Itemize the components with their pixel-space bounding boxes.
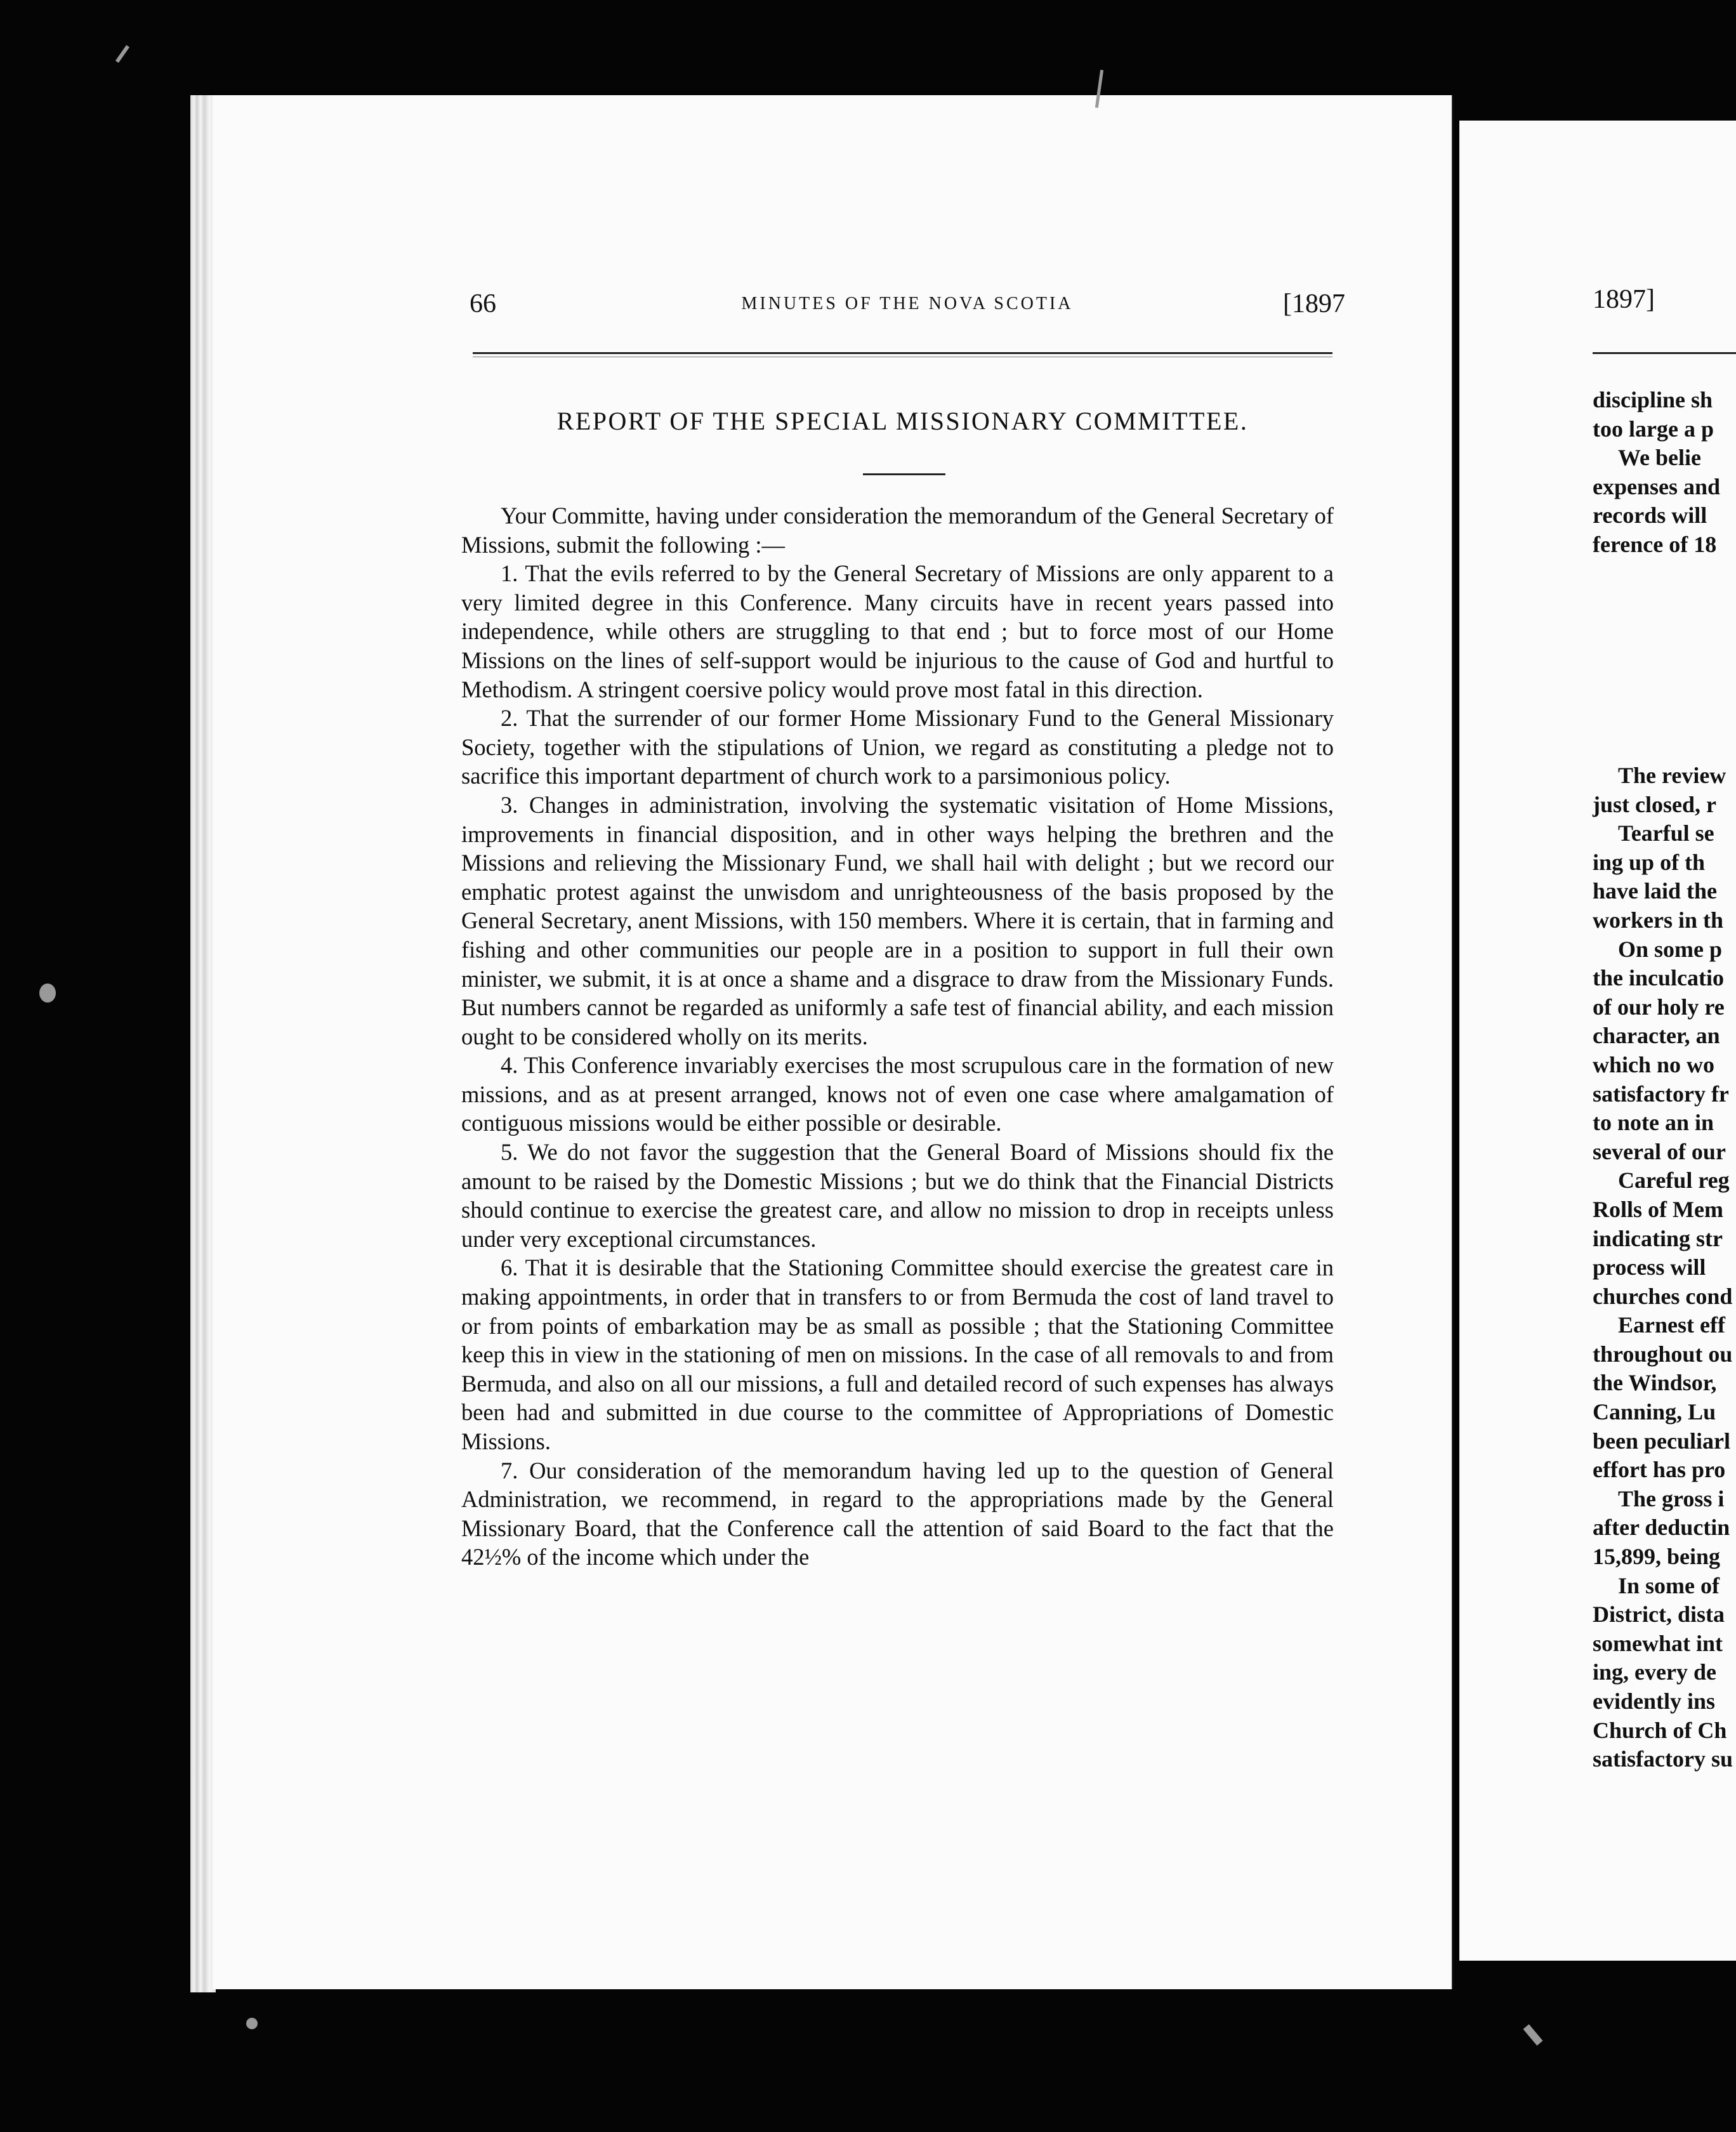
right-line: character, an xyxy=(1593,1023,1720,1049)
right-line: somewhat int xyxy=(1593,1630,1723,1656)
right-line: effort has pro xyxy=(1593,1457,1726,1483)
scan-speck xyxy=(39,984,56,1003)
right-line: In some of xyxy=(1618,1572,1720,1598)
right-line: which no wo xyxy=(1593,1051,1715,1077)
header-year: [1897 xyxy=(1283,289,1345,319)
right-line: Rolls of Mem xyxy=(1593,1196,1723,1222)
right-line: evidently ins xyxy=(1593,1688,1716,1714)
right-line: throughout ou xyxy=(1593,1341,1733,1367)
right-line: On some p xyxy=(1618,936,1723,962)
right-line: too large a p xyxy=(1593,416,1714,442)
paragraph-3: 3. Changes in administration, involving the systematic visitation of Home Missions, improvements in financial disposition, and in other ways helping the brethren and the Missions and relieving the Missionary Fund, we shall hail with delight ; but we record our emphatic protest against the unwisdom and unrighteousness of the basis proposed by the General Secretary, anent Missions, with 150 members. Where it is certain, that in farming and fishing and other communities our people are in a position to support in full their own minister, we submit, it is at once a shame and a disgrace to draw from the Missionary Funds. But numbers cannot be regarded as uniformly a safe test of financial ability, and each mission ought to be considered wholly on its merits. xyxy=(461,791,1334,1050)
paragraph-6: 6. That it is desirable that the Stationing Committee should exercise the greatest care in making appointments, in order that in transfers to or from Bermuda the cost of land travel to or from points of embarkation may be as small as possible ; that the Stationing Committee keep this in view in the stationing of men on missions. In the case of all removals to and from Bermuda, and also on all our missions, a full and detailed record of such expenses has always been had and submitted in due course to the committee of Appropriations of Domestic Missions. xyxy=(461,1254,1334,1454)
scan-speck xyxy=(246,2018,258,2029)
right-line: have laid the xyxy=(1593,878,1718,904)
right-line: churches cond xyxy=(1593,1283,1733,1309)
right-line: Careful reg xyxy=(1618,1168,1730,1194)
right-line: We belie xyxy=(1618,445,1701,471)
right-line: discipline sh xyxy=(1593,387,1713,412)
running-head: MINUTES OF THE NOVA SCOTIA xyxy=(741,294,1074,313)
scan-speck xyxy=(1523,2024,1542,2046)
paragraph-7: 7. Our consideration of the memorandum having led up to the question of General Administration, we recommend, in regard to the appropriations made by the General Missionary Board, that the Conference call the attention of said Board to the fact that the 42½% of the income which under the xyxy=(461,1457,1334,1570)
right-line: after deductin xyxy=(1593,1515,1730,1541)
right-line: District, dista xyxy=(1593,1602,1725,1628)
right-line: Earnest eff xyxy=(1618,1312,1725,1338)
paragraph-4: 4. This Conference invariably exercises the most scrupulous care in the formation of new missions, and as at present arranged, knows not of even one case where amalgamation of contiguous missions would be either possible or desirable. xyxy=(461,1052,1334,1136)
right-line: workers in th xyxy=(1593,907,1723,933)
page-header xyxy=(470,289,1345,327)
report-title: REPORT OF THE SPECIAL MISSIONARY COMMITTEE. xyxy=(556,407,1249,435)
right-line: ing up of th xyxy=(1593,849,1706,875)
right-header-year: 1897] xyxy=(1593,285,1655,314)
right-line: satisfactory su xyxy=(1593,1746,1733,1772)
paragraph-2: 2. That the surrender of our former Home Missionary Fund to the General Missionary Society, together with the stipulations of Union, we regard as constituting a pledge not to sacrifice this important department of church work to a parsimonious policy. xyxy=(461,705,1334,789)
header-rule xyxy=(473,352,1332,357)
right-line: 15,899, being xyxy=(1593,1544,1721,1570)
right-line: satisfactory fr xyxy=(1593,1081,1729,1107)
right-line: Canning, Lu xyxy=(1593,1399,1716,1425)
paragraph-intro: Your Committe, having under consideration the memorandum of the General Secretary of Missions, submit the following :— xyxy=(461,503,1334,558)
right-line: Tearful se xyxy=(1618,820,1714,846)
report-body xyxy=(461,501,1334,1572)
page-number: 66 xyxy=(470,289,496,319)
right-line: of our holy re xyxy=(1593,994,1725,1020)
right-text-top xyxy=(1593,386,1736,560)
right-line: been peculiarl xyxy=(1593,1428,1730,1454)
right-line: The gross i xyxy=(1618,1485,1725,1511)
right-line: process will xyxy=(1593,1254,1706,1280)
right-line: just closed, r xyxy=(1593,791,1716,817)
scan-speck xyxy=(115,45,129,63)
right-line: several of our xyxy=(1593,1138,1726,1164)
right-line: expenses and xyxy=(1593,473,1721,499)
right-line: records will xyxy=(1593,503,1707,529)
right-line: the Windsor, xyxy=(1593,1370,1717,1396)
right-line: indicating str xyxy=(1593,1225,1723,1251)
right-header-rule xyxy=(1593,352,1736,354)
right-text-bottom xyxy=(1593,761,1736,1774)
right-line: to note an in xyxy=(1593,1110,1714,1136)
paragraph-1: 1. That the evils referred to by the General Secretary of Missions are only apparent to a very limited degree in this Conference. Many circuits have in recent years passed into independence, while others are struggling to that end ; but to force most of our Home Missions on the lines of self-support would be injurious to the cause of God and hurtful to Methodism. A stringent coersive policy would prove most fatal in this direction. xyxy=(461,560,1334,702)
right-line: The review xyxy=(1618,763,1726,788)
paragraph-5: 5. We do not favor the suggestion that the General Board of Missions should fix the amount to be raised by the Domestic Missions ; but we do think that the Financial Districts should continue to exercise the greatest care, and allow no mission to drop in receipts unless under very exceptional circumstances. xyxy=(461,1139,1334,1252)
right-line: the inculcatio xyxy=(1593,965,1724,991)
page-edges xyxy=(190,95,216,1992)
right-line: Church of Ch xyxy=(1593,1717,1727,1743)
right-line: ing, every de xyxy=(1593,1659,1716,1685)
right-line: ference of 18 xyxy=(1593,531,1717,557)
right-page xyxy=(1459,121,1736,1961)
title-rule xyxy=(863,473,945,475)
